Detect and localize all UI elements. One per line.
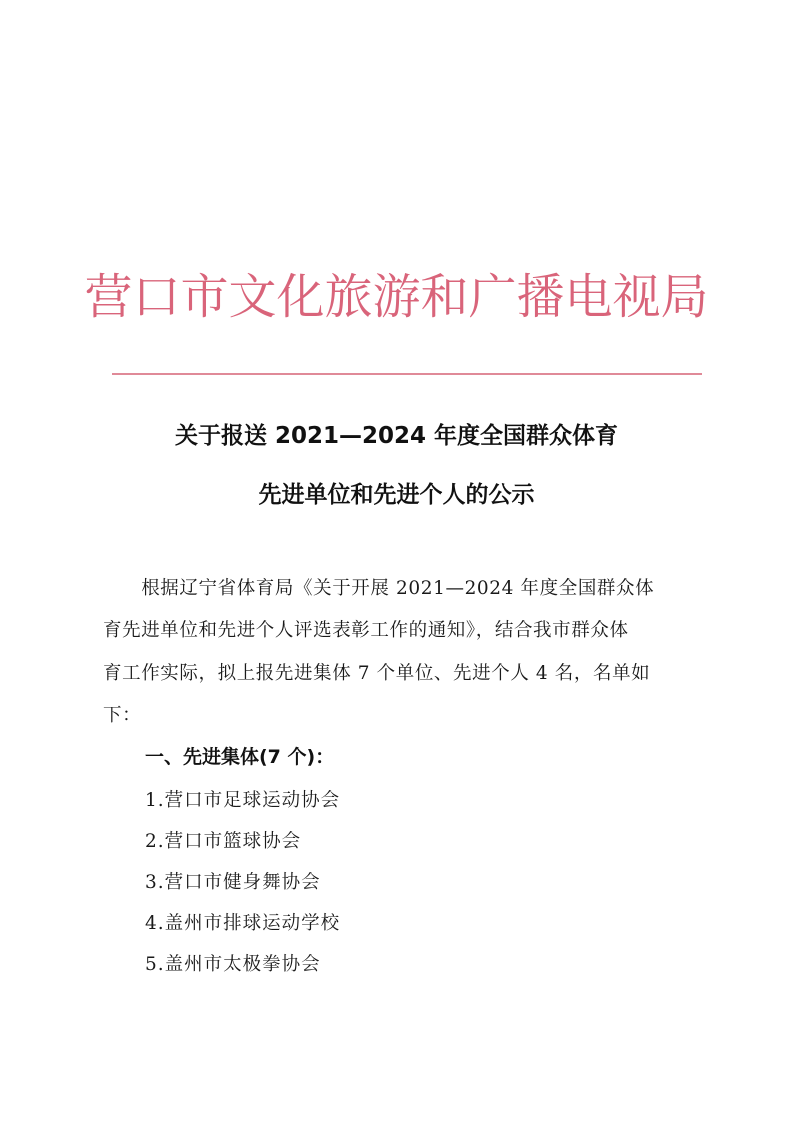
list-item: 1.营口市足球运动协会 bbox=[145, 790, 341, 811]
list-item: 5.盖州市太极拳协会 bbox=[145, 954, 321, 975]
list-item: 3.营口市健身舞协会 bbox=[145, 872, 321, 893]
body-line: 育工作实际，拟上报先进集体 7 个单位、先进个人 4 名，名单如 bbox=[103, 663, 651, 684]
letterhead-red-rule bbox=[112, 373, 702, 375]
body-line: 育先进单位和先进个人评选表彰工作的通知》，结合我市群众体 bbox=[103, 620, 629, 641]
section-heading-advanced-units: 一、先进集体(7 个)： bbox=[145, 746, 335, 768]
body-line: 根据辽宁省体育局《关于开展 2021—2024 年度全国群众体 bbox=[103, 578, 655, 599]
document-title-line-1: 关于报送 2021—2024 年度全国群众体育 bbox=[174, 423, 619, 449]
body-line: 下： bbox=[103, 705, 142, 726]
document-title-line-2: 先进单位和先进个人的公示 bbox=[258, 482, 535, 508]
list-item: 2.营口市篮球协会 bbox=[145, 831, 302, 852]
list-item: 4.盖州市排球运动学校 bbox=[145, 913, 341, 934]
letterhead: 营口市文化旅游和广播电视局 bbox=[84, 269, 709, 325]
